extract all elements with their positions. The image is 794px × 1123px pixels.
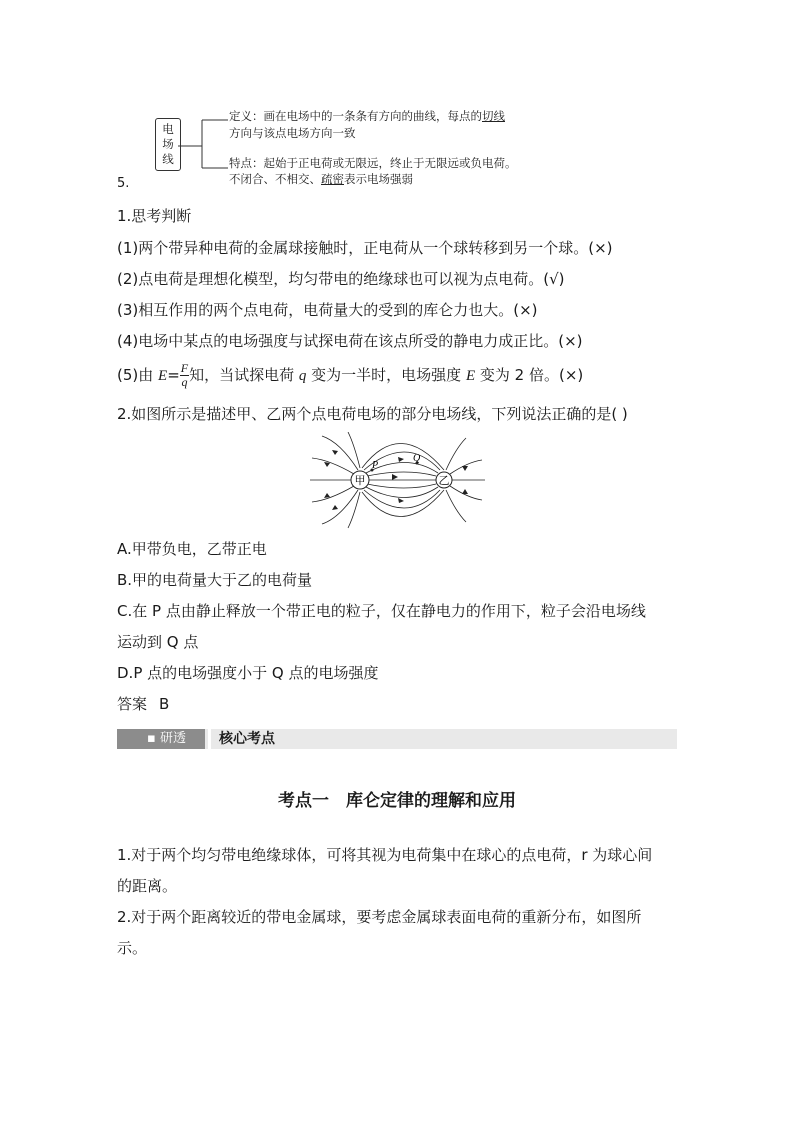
judge-title: 1.思考判断 (117, 207, 192, 225)
option-c-line-1: C.在 P 点由静止释放一个带正电的粒子，仅在静电力的作用下，粒子会沿电场线 (117, 602, 646, 620)
topic-p2-line-2: 示。 (117, 939, 148, 957)
section-title: 核心考点 (219, 731, 275, 747)
keyword-tangent: 切线 (482, 109, 505, 123)
point-p-label: P (372, 460, 379, 471)
definition-line-1: 定义：画在电场中的一条条有方向的曲线，每点的切线 (229, 109, 505, 123)
item-number-5: 5. (117, 176, 130, 191)
keyword-density: 疏密 (321, 172, 344, 186)
charge-yi-label: 乙 (438, 474, 450, 487)
section-tag: ▪ 研透 (117, 729, 205, 749)
option-c-line-2: 运动到 Q 点 (117, 633, 199, 651)
topic-heading: 考点一 库仑定律的理解和应用 (278, 791, 516, 811)
topic-p2-line-1: 2.对于两个距离较近的带电金属球，要考虑金属球表面电荷的重新分布，如图所 (117, 908, 642, 926)
feature-line-2: 不闭合、不相交、疏密表示电场强弱 (229, 172, 413, 186)
bracket-lines (178, 110, 230, 180)
charge-jia-label: 甲 (354, 474, 366, 487)
option-b: B.甲的电荷量大于乙的电荷量 (117, 571, 313, 589)
answer-value: B (159, 695, 170, 713)
field-line-label: 电场线 (162, 122, 174, 166)
judge-item-3: (3)相互作用的两个点电荷，电荷量大的受到的库仑力也大。(×) (117, 301, 538, 319)
judge-item-1: (1)两个带异种电荷的金属球接触时，正电荷从一个球转移到另一个球。(×) (117, 239, 613, 257)
fraction-f-over-q: $\frac{F}{q}$ (180, 361, 189, 389)
judge-item-4: (4)电场中某点的电场强度与试探电荷在该点所受的静电力成正比。(×) (117, 332, 583, 350)
judge-item-5: (5)由 E= $\frac{F}{q}$ 知，当试探电荷 q 变为一半时，电场强度 E 变为 2 倍。(×) (117, 361, 584, 389)
judge-item-2: (2)点电荷是理想化模型，均匀带电的绝缘球也可以视为点电荷。(√) (117, 270, 565, 288)
definition-line-2: 方向与该点电场方向一致 (229, 126, 356, 140)
answer-label: 答案 (117, 695, 148, 713)
topic-p1-line-1: 1.对于两个均匀带电绝缘球体，可将其视为电荷集中在球心的点电荷，r 为球心间 (117, 846, 653, 864)
option-a: A.甲带负电，乙带正电 (117, 540, 267, 558)
electric-field-figure (310, 432, 485, 532)
feature-line-1: 特点：起始于正电荷或无限远，终止于无限远或负电荷。 (229, 156, 517, 170)
point-q-label: Q (413, 453, 421, 464)
topic-p1-line-2: 的距离。 (117, 877, 178, 895)
section-divider (208, 729, 211, 749)
question-stem: 2.如图所示是描述甲、乙两个点电荷电场的部分电场线，下列说法正确的是( ) (117, 405, 628, 423)
answer-line (117, 694, 169, 714)
option-d: D.P 点的电场强度小于 Q 点的电场强度 (117, 664, 379, 682)
